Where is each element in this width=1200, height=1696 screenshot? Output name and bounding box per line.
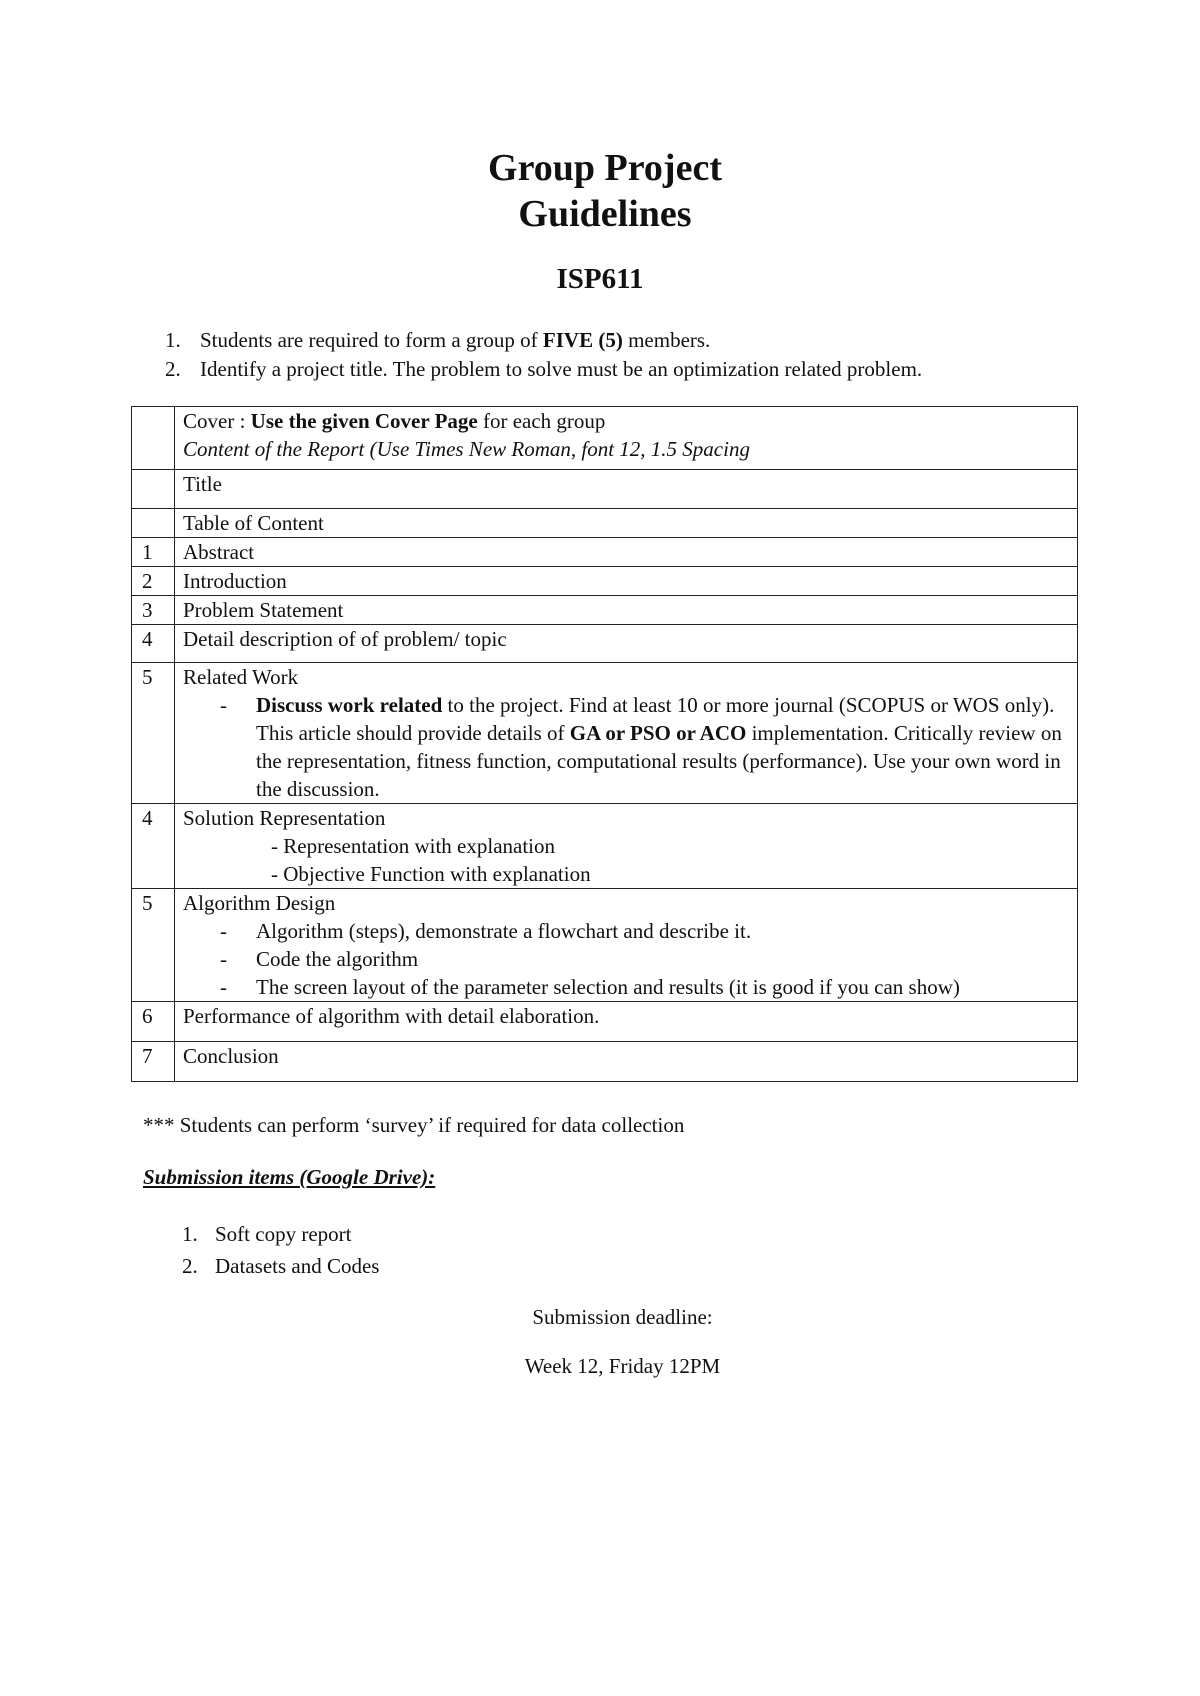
list-item [183,945,1069,973]
row-text: Conclusion [175,1042,1078,1082]
solution-heading: Solution Representation [183,806,386,830]
requirement-text: Identify a project title. The problem to solve must be an optimization related problem. [200,357,923,381]
table-row [132,663,1078,804]
table-row [132,1002,1078,1042]
row-number: 4 [132,625,175,663]
list-number: 2. [165,357,181,381]
dash-bullet: - [220,947,227,971]
dash-bullet: - [220,919,227,943]
table-row [132,538,1078,567]
related-work-heading: Related Work [183,665,299,689]
table-row [132,804,1078,889]
outline-toc: Table of Content [175,509,1078,538]
algorithm-item: Code the algorithm [256,947,419,971]
cover-after: for each group [477,409,606,433]
survey-note: *** Students can perform ‘survey’ if required for data collection [143,1113,685,1137]
list-item [183,917,1069,945]
row-number: 7 [132,1042,175,1082]
list-number: 1. [182,1222,198,1246]
content-note: Content of the Report (Use Times New Roman, font 12, 1.5 Spacing [183,437,750,461]
algorithm-cell [175,889,1078,1002]
list-item [145,326,922,355]
related-work-text: implementation. Critically review on the representation, fitness function, computational results (performance). Use your own word in the discussion. [256,721,1062,801]
row-text: Performance of algorithm with detail elaboration. [175,1002,1078,1042]
algorithms-bold: GA or PSO or ACO [569,721,747,745]
row-number: 2 [132,567,175,596]
solution-item: - Objective Function with explanation [271,862,591,886]
table-row [132,509,1078,538]
report-outline-table [131,406,1078,1082]
dash-bullet: - [220,693,227,717]
row-number: 5 [132,889,175,1002]
row-number: 1 [132,538,175,567]
related-work-cell [175,663,1078,804]
table-row [132,407,1078,470]
list-item [160,1250,379,1282]
algorithm-list [183,917,1069,1001]
solution-item: - Representation with explanation [271,834,556,858]
row-number: 5 [132,663,175,804]
page-title-line1: Group Project [488,147,722,189]
list-item [160,1218,379,1250]
row-number: 3 [132,596,175,625]
table-row [132,1042,1078,1082]
table-row [132,596,1078,625]
list-number: 2. [182,1254,198,1278]
algorithm-item: The screen layout of the parameter selection and results (it is good if you can show) [256,975,960,999]
algorithm-heading: Algorithm Design [183,891,336,915]
row-text: Introduction [175,567,1078,596]
submission-item: Soft copy report [215,1222,352,1246]
dash-bullet: - [220,975,227,999]
cover-cell [175,407,1078,470]
deadline-label: Submission deadline: [532,1305,713,1329]
outline-title: Title [175,470,1078,509]
list-number: 1. [165,328,181,352]
related-work-bold: Discuss work related [256,693,443,717]
cover-label: Cover : [183,409,251,433]
submission-heading: Submission items (Google Drive): [143,1165,436,1189]
submission-item: Datasets and Codes [215,1254,380,1278]
row-text: Problem Statement [175,596,1078,625]
list-item [183,973,1069,1001]
requirement-text: Students are required to form a group of [200,328,543,352]
related-work-list [183,691,1069,803]
list-item [145,355,922,384]
algorithm-item: Algorithm (steps), demonstrate a flowchart and describe it. [256,919,752,943]
course-code: ISP611 [556,263,644,295]
table-row [132,889,1078,1002]
related-work-text: to the project. Find at least 10 or more journal (SCOPUS or WOS only). This article should provide details of [256,693,1055,745]
table-row [132,470,1078,509]
table-row [132,567,1078,596]
cover-bold: Use the given Cover Page [250,409,478,433]
page-title-line2: Guidelines [518,193,692,235]
submission-list [160,1218,379,1282]
row-text: Detail description of of problem/ topic [175,625,1078,663]
requirement-bold: FIVE (5) [542,328,623,352]
list-item [183,691,1069,803]
row-number: 6 [132,1002,175,1042]
requirement-text: members. [622,328,711,352]
row-text: Abstract [175,538,1078,567]
requirements-list [145,326,922,384]
row-number: 4 [132,804,175,889]
solution-cell [175,804,1078,889]
deadline-value: Week 12, Friday 12PM [524,1354,721,1378]
table-row [132,625,1078,663]
